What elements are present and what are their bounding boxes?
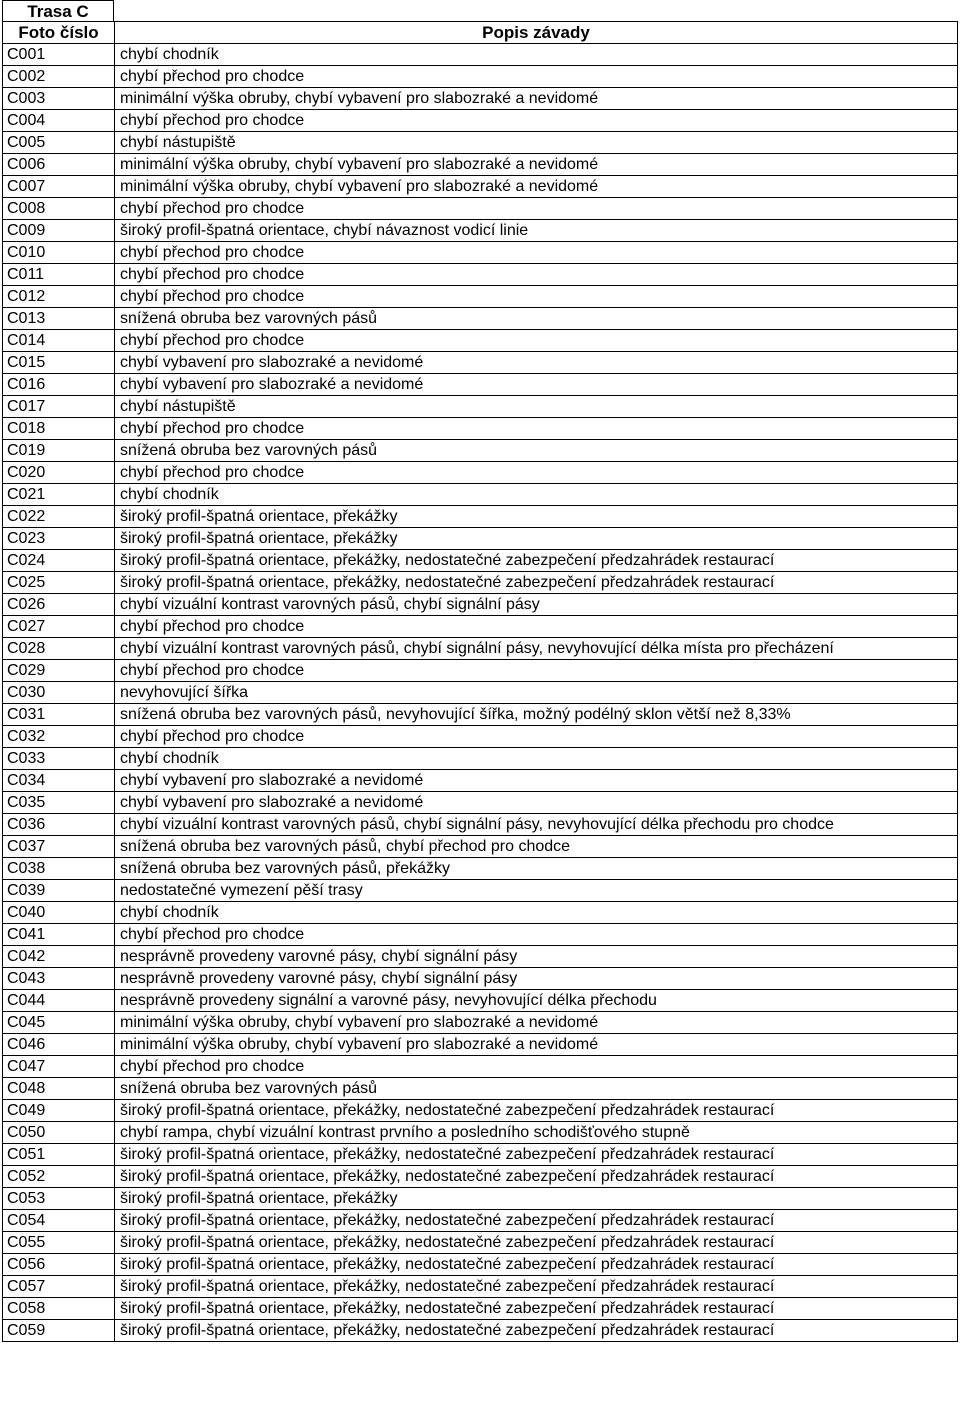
defect-description-cell: chybí vizuální kontrast varovných pásů, chybí signální pásy, nevyhovující délka přechodu pro chodce (115, 814, 958, 836)
table-row (3, 924, 958, 946)
photo-number-cell: C005 (3, 132, 115, 154)
photo-number-cell: C006 (3, 154, 115, 176)
defect-description-cell: široký profil-špatná orientace, překážky (115, 506, 958, 528)
defect-description-cell: široký profil-špatná orientace, překážky, nedostatečné zabezpečení předzahrádek restaurací (115, 1276, 958, 1298)
defect-description-cell: chybí chodník (115, 902, 958, 924)
table-row (3, 308, 958, 330)
photo-number-cell: C011 (3, 264, 115, 286)
table-row (3, 792, 958, 814)
defect-description-cell: chybí přechod pro chodce (115, 264, 958, 286)
photo-number-cell: C020 (3, 462, 115, 484)
table-row (3, 1276, 958, 1298)
defect-description-cell: chybí nástupiště (115, 132, 958, 154)
defect-description-cell: chybí přechod pro chodce (115, 924, 958, 946)
photo-number-cell: C047 (3, 1056, 115, 1078)
table-row (3, 682, 958, 704)
defect-description-cell: nedostatečné vymezení pěší trasy (115, 880, 958, 902)
defect-description-cell: chybí přechod pro chodce (115, 660, 958, 682)
defect-description-cell: minimální výška obruby, chybí vybavení pro slabozraké a nevidomé (115, 176, 958, 198)
table-row (3, 726, 958, 748)
table-row (3, 440, 958, 462)
table-row (3, 704, 958, 726)
table-row (3, 66, 958, 88)
photo-number-cell: C029 (3, 660, 115, 682)
table-row (3, 462, 958, 484)
photo-number-cell: C041 (3, 924, 115, 946)
table-row (3, 528, 958, 550)
photo-number-cell: C030 (3, 682, 115, 704)
defect-description-cell: široký profil-špatná orientace, překážky, nedostatečné zabezpečení předzahrádek restaurací (115, 1166, 958, 1188)
photo-number-cell: C028 (3, 638, 115, 660)
defect-description-cell: široký profil-špatná orientace, překážky, nedostatečné zabezpečení předzahrádek restaurací (115, 1320, 958, 1342)
table-row (3, 1056, 958, 1078)
photo-number-cell: C026 (3, 594, 115, 616)
defect-description-cell: široký profil-špatná orientace, chybí návaznost vodicí linie (115, 220, 958, 242)
photo-number-cell: C057 (3, 1276, 115, 1298)
table-row (3, 1100, 958, 1122)
photo-number-cell: C021 (3, 484, 115, 506)
table-row (3, 176, 958, 198)
defect-description-cell: široký profil-špatná orientace, překážky, nedostatečné zabezpečení předzahrádek restaurací (115, 1100, 958, 1122)
defect-description-cell: snížená obruba bez varovných pásů, překážky (115, 858, 958, 880)
table-row (3, 1166, 958, 1188)
photo-number-cell: C033 (3, 748, 115, 770)
photo-number-cell: C023 (3, 528, 115, 550)
table-row (3, 198, 958, 220)
table-row (3, 1188, 958, 1210)
table-header-row (3, 22, 958, 44)
defect-description-cell: nesprávně provedeny varovné pásy, chybí signální pásy (115, 968, 958, 990)
defect-description-cell: chybí přechod pro chodce (115, 66, 958, 88)
defect-description-cell: široký profil-špatná orientace, překážky, nedostatečné zabezpečení předzahrádek restaurací (115, 572, 958, 594)
photo-number-cell: C003 (3, 88, 115, 110)
table-row (3, 1232, 958, 1254)
defect-description-cell: chybí chodník (115, 748, 958, 770)
photo-number-cell: C004 (3, 110, 115, 132)
table-row (3, 154, 958, 176)
table-row (3, 770, 958, 792)
defect-description-cell: široký profil-špatná orientace, překážky, nedostatečné zabezpečení předzahrádek restaurací (115, 1298, 958, 1320)
photo-number-cell: C019 (3, 440, 115, 462)
defect-description-cell: chybí vizuální kontrast varovných pásů, chybí signální pásy, nevyhovující délka místa pro přecházení (115, 638, 958, 660)
photo-number-cell: C001 (3, 44, 115, 66)
photo-number-cell: C031 (3, 704, 115, 726)
table-row (3, 1254, 958, 1276)
photo-number-cell: C024 (3, 550, 115, 572)
defect-description-cell: snížená obruba bez varovných pásů (115, 440, 958, 462)
table-row (3, 88, 958, 110)
table-row (3, 616, 958, 638)
table-row (3, 748, 958, 770)
photo-number-cell: C025 (3, 572, 115, 594)
photo-number-cell: C018 (3, 418, 115, 440)
table-row (3, 374, 958, 396)
photo-number-cell: C043 (3, 968, 115, 990)
photo-number-cell: C050 (3, 1122, 115, 1144)
table-row (3, 44, 958, 66)
defect-description-cell: snížená obruba bez varovných pásů, chybí přechod pro chodce (115, 836, 958, 858)
photo-number-cell: C036 (3, 814, 115, 836)
photo-number-cell: C039 (3, 880, 115, 902)
defect-description-cell: chybí vybavení pro slabozraké a nevidomé (115, 352, 958, 374)
defect-description-cell: minimální výška obruby, chybí vybavení pro slabozraké a nevidomé (115, 1012, 958, 1034)
photo-number-cell: C008 (3, 198, 115, 220)
defect-description-cell: nevyhovující šířka (115, 682, 958, 704)
defect-description-cell: chybí přechod pro chodce (115, 110, 958, 132)
defect-description-cell: chybí přechod pro chodce (115, 462, 958, 484)
table-row (3, 418, 958, 440)
defect-description-cell: chybí přechod pro chodce (115, 242, 958, 264)
table-row (3, 902, 958, 924)
defect-description-cell: chybí přechod pro chodce (115, 726, 958, 748)
defect-description-cell: chybí chodník (115, 44, 958, 66)
photo-number-cell: C034 (3, 770, 115, 792)
table-body (3, 44, 958, 1342)
photo-number-cell: C013 (3, 308, 115, 330)
defect-description-cell: minimální výška obruby, chybí vybavení pro slabozraké a nevidomé (115, 154, 958, 176)
table-row (3, 286, 958, 308)
table-row (3, 264, 958, 286)
table-row (3, 814, 958, 836)
photo-number-cell: C042 (3, 946, 115, 968)
table-row (3, 968, 958, 990)
defect-description-cell: široký profil-špatná orientace, překážky, nedostatečné zabezpečení předzahrádek restaurací (115, 550, 958, 572)
defect-description-cell: chybí chodník (115, 484, 958, 506)
photo-number-cell: C010 (3, 242, 115, 264)
table-row (3, 638, 958, 660)
defect-description-cell: chybí přechod pro chodce (115, 330, 958, 352)
defect-description-cell: minimální výška obruby, chybí vybavení pro slabozraké a nevidomé (115, 88, 958, 110)
photo-number-cell: C017 (3, 396, 115, 418)
table-row (3, 242, 958, 264)
photo-number-cell: C052 (3, 1166, 115, 1188)
photo-number-cell: C012 (3, 286, 115, 308)
table-row (3, 220, 958, 242)
photo-number-cell: C059 (3, 1320, 115, 1342)
table-row (3, 858, 958, 880)
photo-number-cell: C022 (3, 506, 115, 528)
photo-number-cell: C027 (3, 616, 115, 638)
defect-description-cell: chybí přechod pro chodce (115, 616, 958, 638)
defects-table (2, 21, 958, 1342)
defect-description-cell: chybí přechod pro chodce (115, 198, 958, 220)
column-header-defect-description: Popis závady (115, 22, 958, 44)
photo-number-cell: C055 (3, 1232, 115, 1254)
photo-number-cell: C044 (3, 990, 115, 1012)
photo-number-cell: C014 (3, 330, 115, 352)
section-title: Trasa C (2, 0, 114, 21)
defect-description-cell: chybí vybavení pro slabozraké a nevidomé (115, 770, 958, 792)
defect-description-cell: nesprávně provedeny varovné pásy, chybí signální pásy (115, 946, 958, 968)
table-row (3, 132, 958, 154)
photo-number-cell: C053 (3, 1188, 115, 1210)
photo-number-cell: C002 (3, 66, 115, 88)
photo-number-cell: C009 (3, 220, 115, 242)
table-row (3, 1122, 958, 1144)
defect-description-cell: snížená obruba bez varovných pásů (115, 308, 958, 330)
photo-number-cell: C046 (3, 1034, 115, 1056)
photo-number-cell: C038 (3, 858, 115, 880)
photo-number-cell: C032 (3, 726, 115, 748)
photo-number-cell: C040 (3, 902, 115, 924)
table-row (3, 484, 958, 506)
defect-description-cell: široký profil-špatná orientace, překážky, nedostatečné zabezpečení předzahrádek restaurací (115, 1210, 958, 1232)
defect-description-cell: chybí přechod pro chodce (115, 1056, 958, 1078)
table-row (3, 594, 958, 616)
table-row (3, 1144, 958, 1166)
table-row (3, 836, 958, 858)
defect-description-cell: chybí přechod pro chodce (115, 286, 958, 308)
table-row (3, 396, 958, 418)
photo-number-cell: C007 (3, 176, 115, 198)
table-row (3, 352, 958, 374)
photo-number-cell: C048 (3, 1078, 115, 1100)
photo-number-cell: C037 (3, 836, 115, 858)
table-row (3, 1078, 958, 1100)
photo-number-cell: C051 (3, 1144, 115, 1166)
table-row (3, 1320, 958, 1342)
defect-description-cell: široký profil-špatná orientace, překážky (115, 528, 958, 550)
table-row (3, 990, 958, 1012)
photo-number-cell: C035 (3, 792, 115, 814)
table-row (3, 110, 958, 132)
table-row (3, 1034, 958, 1056)
photo-number-cell: C049 (3, 1100, 115, 1122)
defect-description-cell: široký profil-špatná orientace, překážky (115, 1188, 958, 1210)
defect-description-cell: chybí rampa, chybí vizuální kontrast prvního a posledního schodišťového stupně (115, 1122, 958, 1144)
table-row (3, 946, 958, 968)
table-row (3, 1210, 958, 1232)
defect-description-cell: minimální výška obruby, chybí vybavení pro slabozraké a nevidomé (115, 1034, 958, 1056)
column-header-photo-number: Foto číslo (3, 22, 115, 44)
defect-description-cell: široký profil-špatná orientace, překážky, nedostatečné zabezpečení předzahrádek restaurací (115, 1254, 958, 1276)
defect-description-cell: snížená obruba bez varovných pásů, nevyhovující šířka, možný podélný sklon větší než 8,33% (115, 704, 958, 726)
table-row (3, 1298, 958, 1320)
table-row (3, 660, 958, 682)
photo-number-cell: C056 (3, 1254, 115, 1276)
table-row (3, 506, 958, 528)
defect-description-cell: chybí vizuální kontrast varovných pásů, chybí signální pásy (115, 594, 958, 616)
table-row (3, 1012, 958, 1034)
defect-description-cell: nesprávně provedeny signální a varovné pásy, nevyhovující délka přechodu (115, 990, 958, 1012)
table-row (3, 330, 958, 352)
table-row (3, 880, 958, 902)
photo-number-cell: C015 (3, 352, 115, 374)
defect-description-cell: chybí nástupiště (115, 396, 958, 418)
photo-number-cell: C016 (3, 374, 115, 396)
defect-description-cell: široký profil-špatná orientace, překážky, nedostatečné zabezpečení předzahrádek restaurací (115, 1144, 958, 1166)
photo-number-cell: C054 (3, 1210, 115, 1232)
defect-description-cell: snížená obruba bez varovných pásů (115, 1078, 958, 1100)
defect-description-cell: chybí přechod pro chodce (115, 418, 958, 440)
photo-number-cell: C045 (3, 1012, 115, 1034)
table-row (3, 572, 958, 594)
defect-description-cell: chybí vybavení pro slabozraké a nevidomé (115, 374, 958, 396)
table-row (3, 550, 958, 572)
photo-number-cell: C058 (3, 1298, 115, 1320)
defect-description-cell: chybí vybavení pro slabozraké a nevidomé (115, 792, 958, 814)
defect-description-cell: široký profil-špatná orientace, překážky, nedostatečné zabezpečení předzahrádek restaurací (115, 1232, 958, 1254)
